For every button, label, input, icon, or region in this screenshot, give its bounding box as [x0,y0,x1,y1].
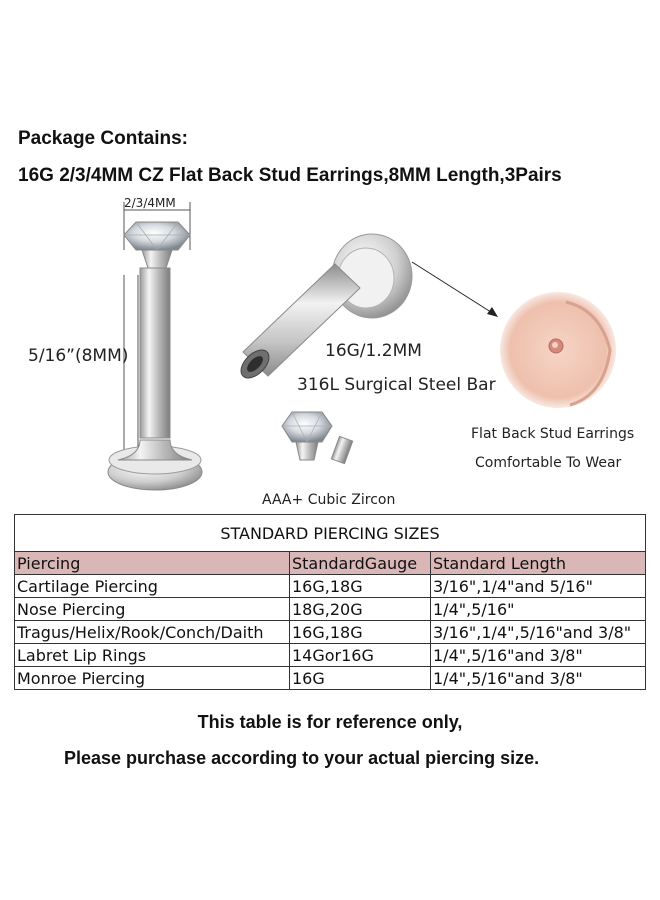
cell-piercing: Cartilage Piercing [15,575,290,598]
cell-length: 3/16",1/4"and 5/16" [431,575,646,598]
material-label: 316L Surgical Steel Bar [297,375,496,395]
ear-photo [500,292,616,408]
gem-size-label: 2/3/4MM [124,196,176,210]
header-piercing: Piercing [15,552,290,575]
table-header-row [15,552,646,575]
cell-length: 1/4",5/16"and 3/8" [431,667,646,690]
table-row [15,644,646,667]
cell-piercing: Labret Lip Rings [15,644,290,667]
cell-piercing: Monroe Piercing [15,667,290,690]
cell-length: 3/16",1/4",5/16"and 3/8" [431,621,646,644]
cell-gauge: 16G,18G [290,621,431,644]
cell-piercing: Nose Piercing [15,598,290,621]
package-description: 16G 2/3/4MM CZ Flat Back Stud Earrings,8MM Length,3Pairs [18,165,562,186]
pointer-arrow [412,262,498,317]
table-row [15,667,646,690]
reference-note: This table is for reference only, [197,712,463,732]
cell-length: 1/4",5/16" [431,598,646,621]
cell-piercing: Tragus/Helix/Rook/Conch/Daith [15,621,290,644]
cell-gauge: 14Gor16G [290,644,431,667]
wear-caption-2: Comfortable To Wear [475,455,622,471]
cell-gauge: 16G [290,667,431,690]
cubic-zircon-top [282,412,353,464]
header-length: Standard Length [431,552,646,575]
piercing-size-table [14,514,646,690]
table-row [15,598,646,621]
table-row [15,621,646,644]
length-label: 5/16”(8MM) [28,346,129,366]
purchase-note: Please purchase according to your actual piercing size. [64,748,540,768]
cell-length: 1/4",5/16"and 3/8" [431,644,646,667]
package-title: Package Contains: [18,128,188,149]
wear-caption-1: Flat Back Stud Earrings [471,426,635,442]
table-row [15,575,646,598]
stone-label: AAA+ Cubic Zircon [262,492,396,508]
table-caption: STANDARD PIERCING SIZES [15,515,646,552]
cell-gauge: 18G,20G [290,598,431,621]
header-gauge: StandardGauge [290,552,431,575]
cell-gauge: 16G,18G [290,575,431,598]
gauge-label: 16G/1.2MM [325,341,422,361]
